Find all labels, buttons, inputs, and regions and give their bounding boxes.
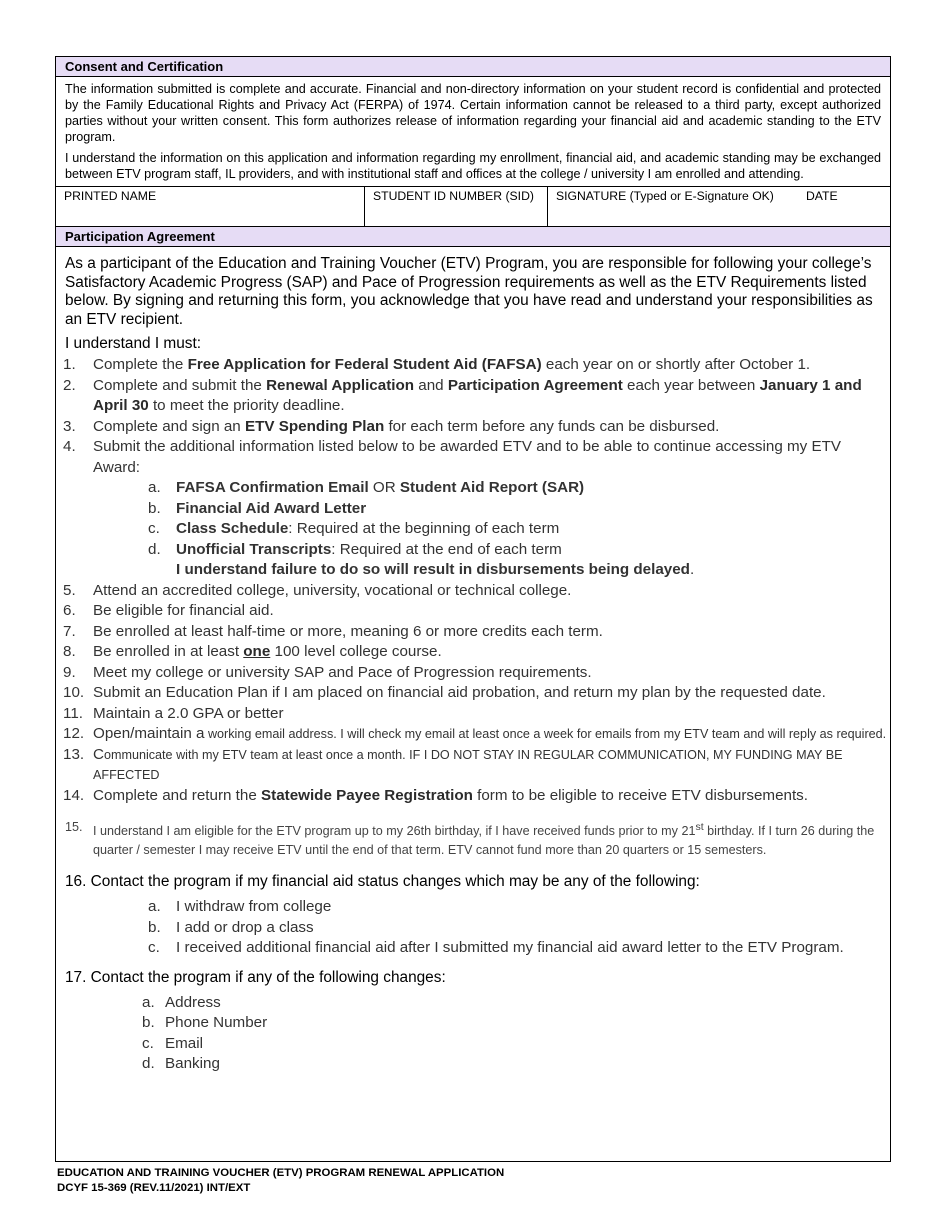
sub-list-item: d. Banking [142,1055,220,1073]
footer-form-number: DCYF 15-369 (REV.11/2021) INT/EXT [57,1182,251,1194]
date-label: DATE [806,189,838,203]
list-item: 12. Open/maintain a working email address. I will check my email at least once a week for emails from my ETV team and will reply as required. [63,725,887,742]
list-item: 9. Meet my college or university SAP and Pace of Progression requirements. [63,663,592,681]
sub-list-item: a. FAFSA Confirmation Email OR Student Aid Report (SAR) [148,479,585,496]
requirements-list [56,355,890,859]
form-footer [57,1166,504,1196]
delay-note: I understand failure to do so will result in disbursements being delayed. [176,561,695,578]
form-frame [55,56,891,1162]
consent-paragraph-1: The information submitted is complete and accurate. Financial and non-directory information on your student record is confidential and protected by the Family Educational Rights and Privacy Act (FERPA) of 1974. Certain information cannot be released to a third party, except authorized parties without your written consent. This form authorizes release of information regarding your financial aid and academic standing to the ETV program. [65,82,881,144]
list-item: 1. Complete the Free Application for Federal Student Aid (FAFSA) each year on or shortly after October 1. [63,356,811,373]
item-17-list [56,993,890,1075]
item-16-heading: 16. Contact the program if my financial aid status changes which may be any of the following: [65,873,700,891]
sub-list-item: b. Financial Aid Award Letter [148,499,367,517]
participation-intro: As a participant of the Education and Training Voucher (ETV) Program, you are responsible for following your college’s Satisfactory Academic Progress (SAP) and Pace of Progression requirements as well as the ETV Requirements listed below. By signing and returning this form, you acknowledge that you have read and understand your responsibilities as an ETV recipient. [65,255,873,328]
sub-list-item: a. Address [142,993,221,1011]
list-item: 14. Complete and return the Statewide Payee Registration form to be eligible to receive ETV disbursements. [63,786,808,804]
sub-list-item: b. Phone Number [142,1014,268,1032]
student-id-field[interactable] [365,187,548,226]
list-item: 2. Complete and submit the Renewal Application and Participation Agreement each year between January 1 and April 30 to meet the priority deadline. [63,376,862,414]
printed-name-field[interactable] [56,187,365,226]
list-item: 3. Complete and sign an ETV Spending Plan for each term before any funds can be disbursed. [63,417,720,435]
printed-name-label: PRINTED NAME [64,189,157,203]
sub-list-item: c. Class Schedule: Required at the beginning of each term [148,520,560,537]
list-item: 8. Be enrolled in at least one 100 level college course. [63,643,442,660]
list-item: 11. Maintain a 2.0 GPA or better [63,704,284,722]
item-17-heading: 17. Contact the program if any of the following changes: [65,968,446,986]
item-16-list [56,897,890,959]
signature-row [56,186,890,227]
consent-heading: Consent and Certification [56,57,890,77]
participation-heading: Participation Agreement [56,227,890,247]
sub-list-item: b. I add or drop a class [148,918,314,936]
list-item: 7. Be enrolled at least half-time or more, meaning 6 or more credits each term. [63,622,603,640]
signature-label: SIGNATURE (Typed or E-Signature OK) [556,189,774,203]
sub-list-item: c. Email [142,1034,203,1052]
list-item: 10. Submit an Education Plan if I am placed on financial aid probation, and return my plan by the requested date. [63,684,826,701]
student-id-label: STUDENT ID NUMBER (SID) [373,189,534,203]
list-item: 4. Submit the additional information listed below to be awarded ETV and to be able to continue accessing my ETV Award: [63,438,841,476]
consent-section [56,57,890,227]
sub-list-item: a. I withdraw from college [148,898,332,916]
list-item: 6. Be eligible for financial aid. [63,602,274,619]
signature-field[interactable] [548,187,890,226]
sub-list-item: c. I received additional financial aid after I submitted my financial aid award letter to the ETV Program. [148,939,844,957]
consent-paragraph-2: I understand the information on this application and information regarding my enrollment, financial aid, and academic standing may be exchanged between ETV program staff, IL providers, and with institutional staff and offices at the college / university I am enrolled and attending. [65,151,881,181]
footer-title: EDUCATION AND TRAINING VOUCHER (ETV) PROGRAM RENEWAL APPLICATION [57,1167,505,1179]
list-item: 13. Communicate with my ETV team at least once a month. IF I DO NOT STAY IN REGULAR COMMUNICATION, MY FUNDING MAY BE AFFECTED [63,745,843,782]
must-heading: I understand I must: [65,335,202,352]
list-item: 15. I understand I am eligible for the ETV program up to my 26th birthday, if I have received funds prior to my 21st birthday. If I turn 26 during the quarter / semester I may receive ETV until the end of that term. ETV cannot fund more than 20 quarters or 15 semesters. [65,820,875,857]
list-item: 5. Attend an accredited college, university, vocational or technical college. [63,581,572,599]
sub-list-item: d. Unofficial Transcripts: Required at the end of each term [148,540,562,558]
